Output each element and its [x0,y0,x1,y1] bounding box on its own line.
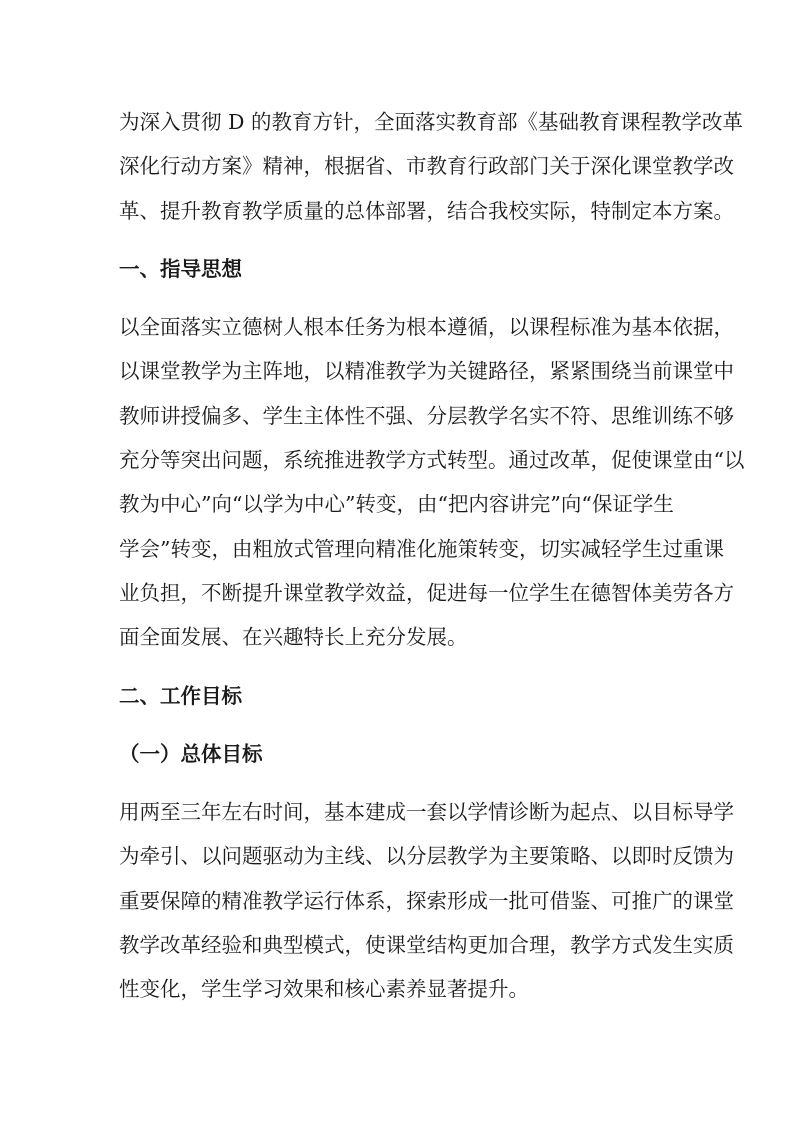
intro-line-2: 深化行动方案》精神，根据省、市教育行政部门关于深化课堂教学改 [119,154,734,179]
guiding-line-3: 教师讲授偏多、学生主体性不强、分层教学名实不符、思维训练不够 [119,403,734,428]
guiding-line-5: 教为中心”向“以学为中心”转变，由“把内容讲完”向“保证学生 [119,492,674,517]
guiding-line-7: 业负担，不断提升课堂教学效益，促进每一位学生在德智体美劳各方 [119,580,734,605]
guiding-line-2: 以课堂教学为主阵地，以精准教学为关键路径，紧紧围绕当前课堂中 [119,359,734,384]
guiding-ideology-paragraph [119,305,745,659]
intro-line-1: 为深入贯彻 D 的教育方针，全面落实教育部《基础教育课程教学改革 [119,110,743,134]
guiding-line-4: 充分等突出问题，系统推进教学方式转型。通过改革，促使课堂由“以 [119,448,745,473]
goal-line-2: 为牵引、以问题驱动为主线、以分层教学为主要策略、以即时反馈为 [119,844,734,869]
guiding-line-1: 以全面落实立德树人根本任务为根本遵循，以课程标准为基本依据， [119,315,734,340]
guiding-line-8: 面全面发展、在兴趣特长上充分发展。 [119,625,468,650]
section-heading-guiding-ideology: 一、指导思想 [119,256,242,281]
guiding-line-6: 学会”转变，由粗放式管理向精准化施策转变，切实减轻学生过重课 [119,536,724,561]
intro-paragraph [119,100,743,233]
intro-line-3: 革、提升教育教学质量的总体部署，结合我校实际，特制定本方案。 [119,198,734,223]
overall-goal-paragraph [119,790,734,1011]
goal-line-1: 用两至三年左右时间，基本建成一套以学情诊断为起点、以目标导学 [119,800,734,825]
goal-line-4: 教学改革经验和典型模式，使课堂结构更加合理，教学方式发生实质 [119,933,734,958]
section-heading-work-goals: 二、工作目标 [119,683,242,708]
goal-line-5: 性变化，学生学习效果和核心素养显著提升。 [119,977,529,1002]
subsection-heading-overall-goal: （一）总体目标 [119,741,263,766]
goal-line-3: 重要保障的精准教学运行体系，探索形成一批可借鉴、可推广的课堂 [119,888,734,913]
